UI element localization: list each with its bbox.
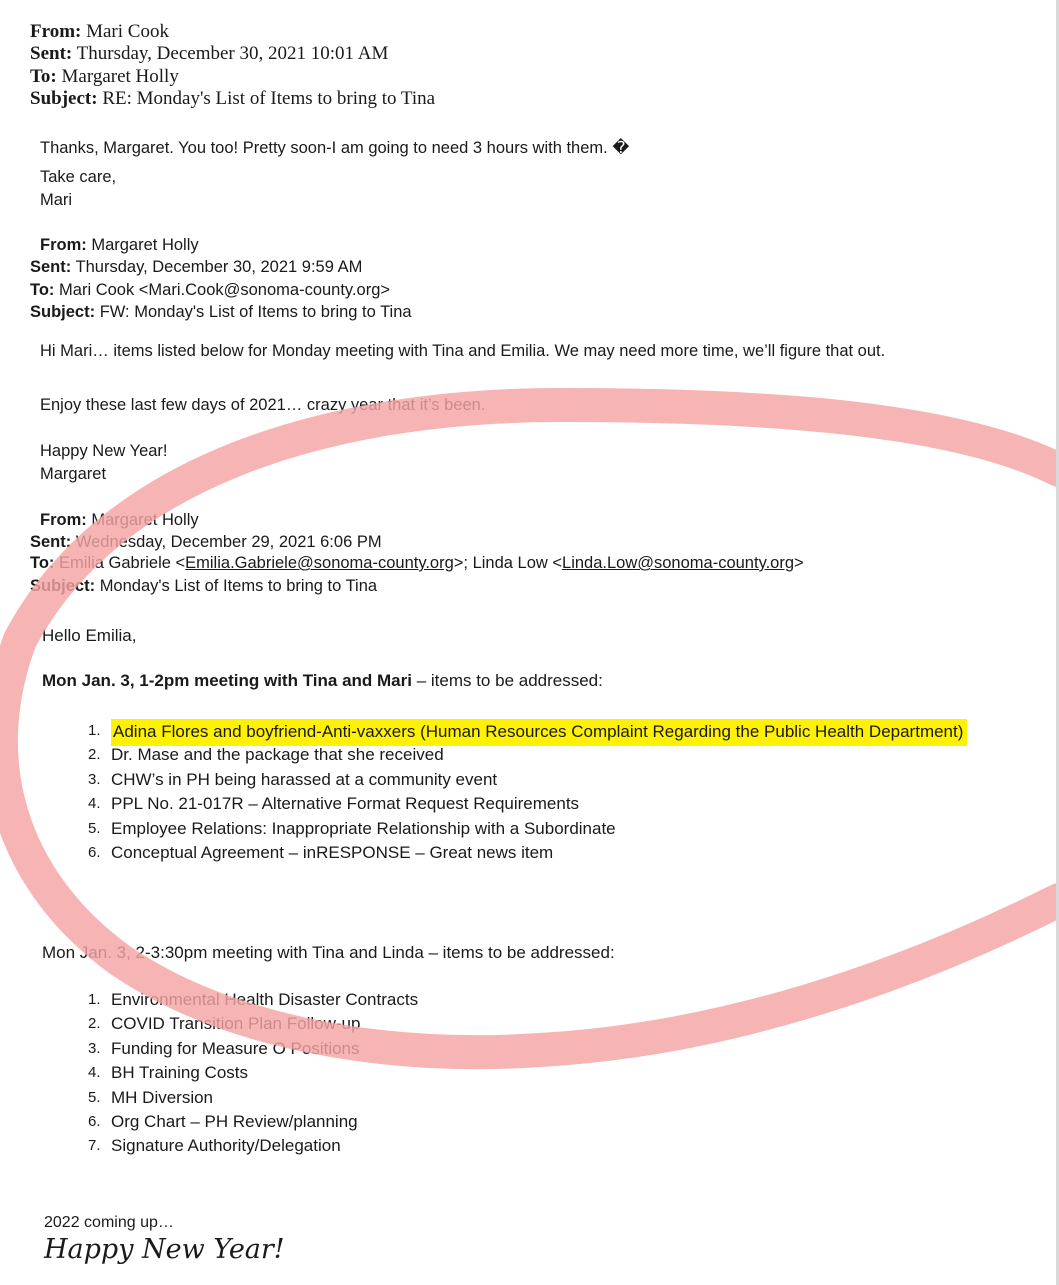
greeting: Hello Emilia,: [42, 626, 137, 645]
email-link-linda[interactable]: Linda.Low@sonoma-county.org: [562, 554, 795, 572]
reply-line-1: Thanks, Margaret. You too! Pretty soon-I am going to need 3 hours with them. �: [40, 139, 630, 157]
fw-body-line-1: Hi Mari… items listed below for Monday meeting with Tina and Emilia. We may need more time, we’ll figure that out.: [40, 342, 886, 360]
fw-subject-line: Subject: FW: Monday's List of Items to bring to Tina: [30, 303, 412, 321]
closing-line-1: 2022 coming up…: [44, 1214, 174, 1231]
closing-line-2: Happy New Year!: [44, 1234, 285, 1265]
orig-subject-line: Subject: Monday's List of Items to bring to Tina: [30, 577, 378, 595]
top-to-line: To: Margaret Holly: [30, 66, 179, 87]
fw-to-line: To: Mari Cook <Mari.Cook@sonoma-county.org>: [30, 281, 391, 299]
top-subject-line: Subject: RE: Monday's List of Items to bring to Tina: [30, 88, 436, 109]
highlighted-item-text: Adina Flores and boyfriend-Anti-vaxxers (Human Resources Complaint Regarding the Public Health Department): [111, 719, 967, 746]
orig-from-line: From: Margaret Holly: [40, 511, 199, 529]
fw-from-line: From: Margaret Holly: [40, 236, 199, 254]
orig-to-line: To: Emilia Gabriele <Emilia.Gabriele@sonoma-county.org>; Linda Low <Linda.Low@sonoma-county.org>: [30, 554, 804, 572]
fw-body-line-4: Margaret: [40, 465, 107, 483]
fw-sent-line: Sent: Thursday, December 30, 2021 9:59 AM: [30, 258, 363, 276]
top-sent-line: Sent: Thursday, December 30, 2021 10:01 AM: [30, 43, 389, 64]
meeting2-heading: Mon Jan. 3, 2-3:30pm meeting with Tina and Linda – items to be addressed:: [42, 943, 615, 962]
fw-body-line-2: Enjoy these last few days of 2021… crazy year that it’s been.: [40, 396, 486, 414]
orig-sent-line: Sent: Wednesday, December 29, 2021 6:06 PM: [30, 533, 382, 551]
meeting1-heading: Mon Jan. 3, 1-2pm meeting with Tina and Mari – items to be addressed:: [42, 671, 603, 690]
reply-line-2: Take care,: [40, 168, 117, 186]
email-link-emilia[interactable]: Emilia.Gabriele@sonoma-county.org: [185, 554, 454, 572]
top-from-line: From: Mari Cook: [30, 21, 169, 42]
reply-line-3: Mari: [40, 191, 73, 209]
fw-body-line-3: Happy New Year!: [40, 442, 168, 460]
document-page: From: Mari Cook Sent: Thursday, December 30, 2021 10:01 AM To: Margaret Holly Subject: RE: Monday's List of Items to bring to Tina Thanks, Margaret. You too! Pretty soon-I am going to need 3 hours with them. � Take care, Mari From: Margaret Holly Sent: Thursday, December 30, 2021 9:59 AM To: Mari Cook <Mari.Cook@sonoma-county.org> Subject: FW: Monday's List of Items to bring to Tina Hi Mari… items listed below for Monday meeting with Tina and Emilia. We may need more time, we’ll figure that out. Enjoy these last few days of 2021… crazy year that it’s been. Happy New Year! Margaret From: Margaret Holly Sent: Wednesday, December 29, 2021 6:06 PM To: Emilia Gabriele <Emilia.Gabriele@sonoma-county.org>; Linda Low <Linda.Low@sonoma-county.org> Subject: Monday's List of Items to bring to Tina Hello Emilia, Mon Jan. 3, 1-2pm meeting with Tina and Mari – items to be addressed: 1. Adina Flores and boyfriend-Anti-vaxxers (Human Resources Complaint Regarding the Public Health Department) 2. Dr. Mase and the package that she received 3. CHW’s in PH being harassed at a community event 4. PPL No. 21-017R – Alternative Format Request Requirements 5. Employee Relations: Inappropriate Relationship with a Subordinate 6. Conceptual Agreement – inRESPONSE – Great news item Mon Jan. 3, 2-3:30pm meeting with Tina and Linda – items to be addressed: 1. Environmental Health Disaster Contracts 2. COVID Transition Plan Follow-up 3. Funding for Measure O Positions 4. BH Training Costs 5. MH Diversion 6. Org Chart – PH Review/planning 7. Signature Authority/Delegation 2022 coming up… Happy New Year!: [0, 0, 1059, 1285]
